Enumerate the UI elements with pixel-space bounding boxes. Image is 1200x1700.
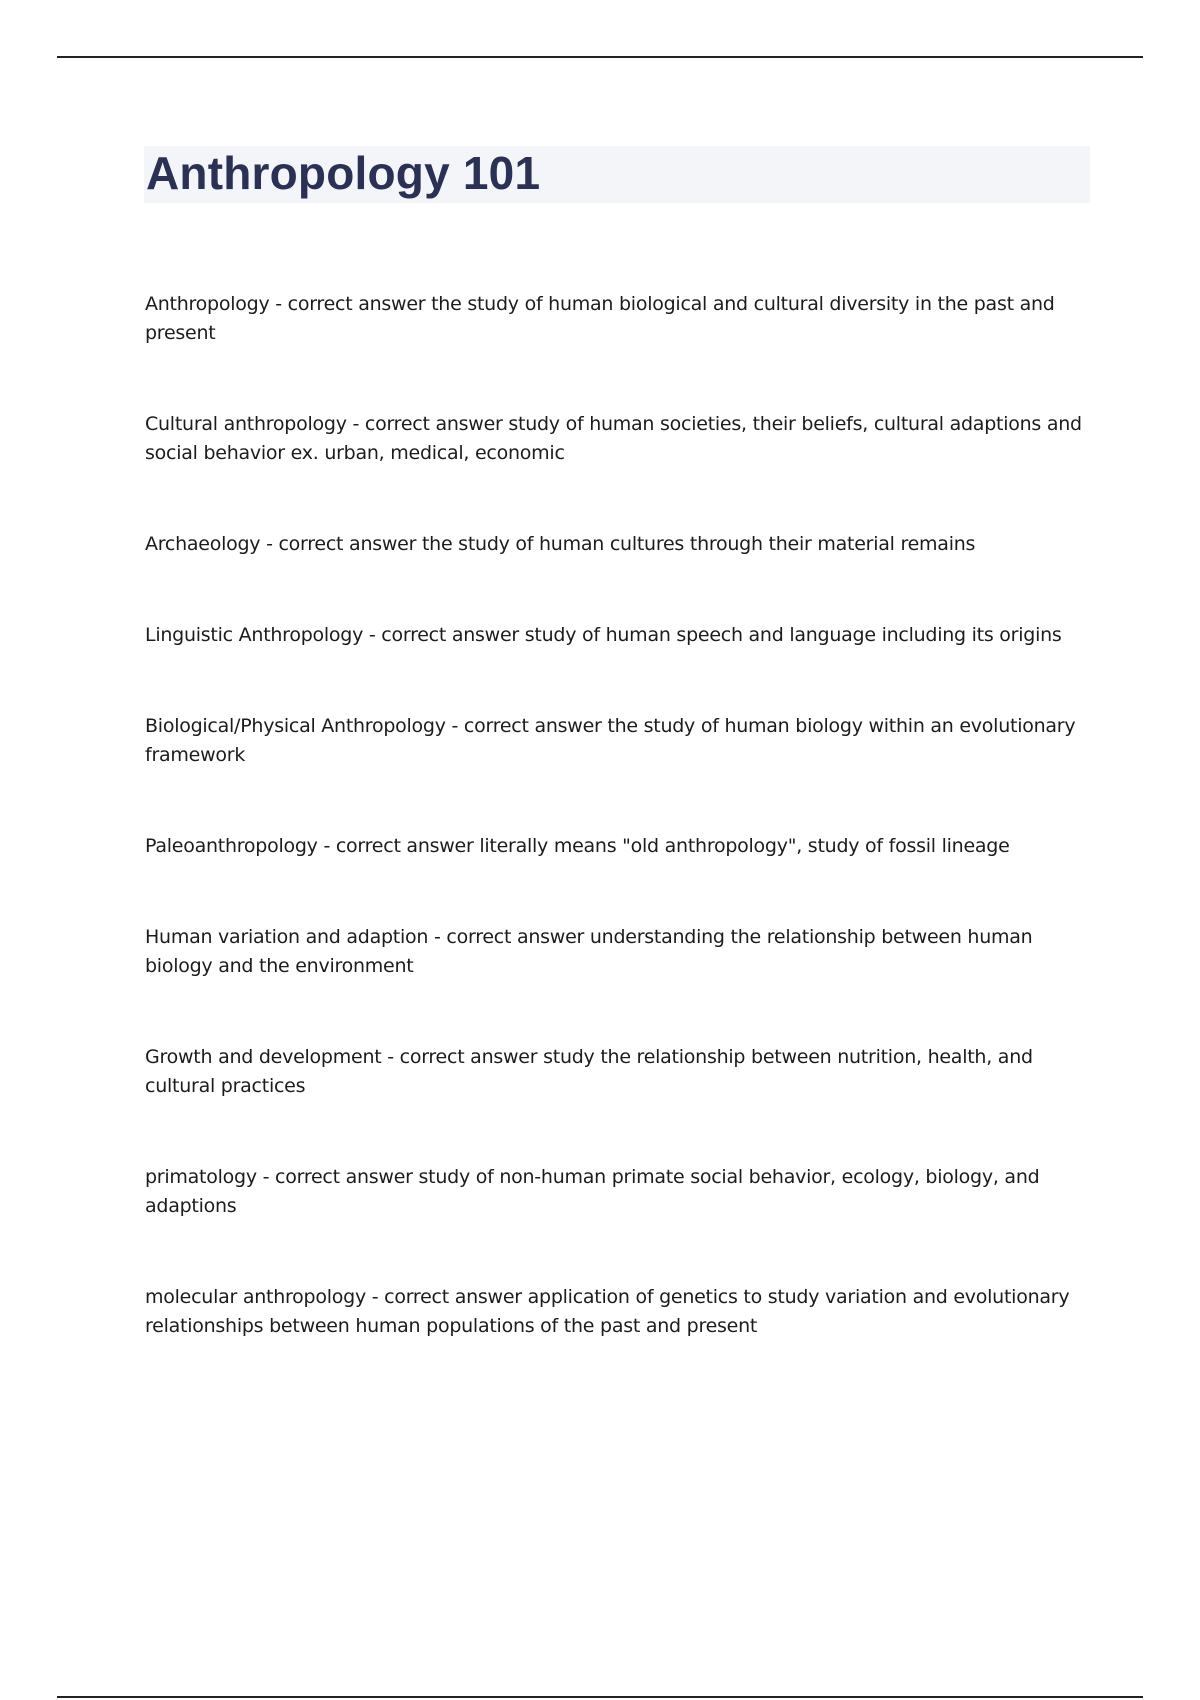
list-item: Human variation and adaption - correct answer understanding the relationship between human biology and the environment [145, 926, 1033, 977]
list-item: molecular anthropology - correct answer application of genetics to study variation and evolutionary relationships between human populations of the past and present [145, 1286, 1070, 1337]
list-item: Linguistic Anthropology - correct answer study of human speech and language including its origins [145, 624, 1062, 646]
list-item: Growth and development - correct answer study the relationship between nutrition, health, and cultural practices [145, 1046, 1033, 1097]
list-item: primatology - correct answer study of non-human primate social behavior, ecology, biology, and adaptions [145, 1166, 1040, 1217]
definition-list [145, 290, 1090, 1403]
list-item: Archaeology - correct answer the study of human cultures through their material remains [145, 533, 976, 555]
page-title: Anthropology 101 [146, 147, 541, 199]
list-item: Cultural anthropology - correct answer study of human societies, their beliefs, cultural adaptions and social behavior ex. urban, medical, economic [145, 413, 1082, 464]
list-item: Paleoanthropology - correct answer literally means "old anthropology", study of fossil lineage [145, 835, 1010, 857]
bottom-rule [57, 1696, 1143, 1698]
list-item: Anthropology - correct answer the study of human biological and cultural diversity in the past and present [145, 293, 1055, 344]
top-rule [57, 56, 1143, 58]
list-item: Biological/Physical Anthropology - correct answer the study of human biology within an evolutionary framework [145, 715, 1076, 766]
